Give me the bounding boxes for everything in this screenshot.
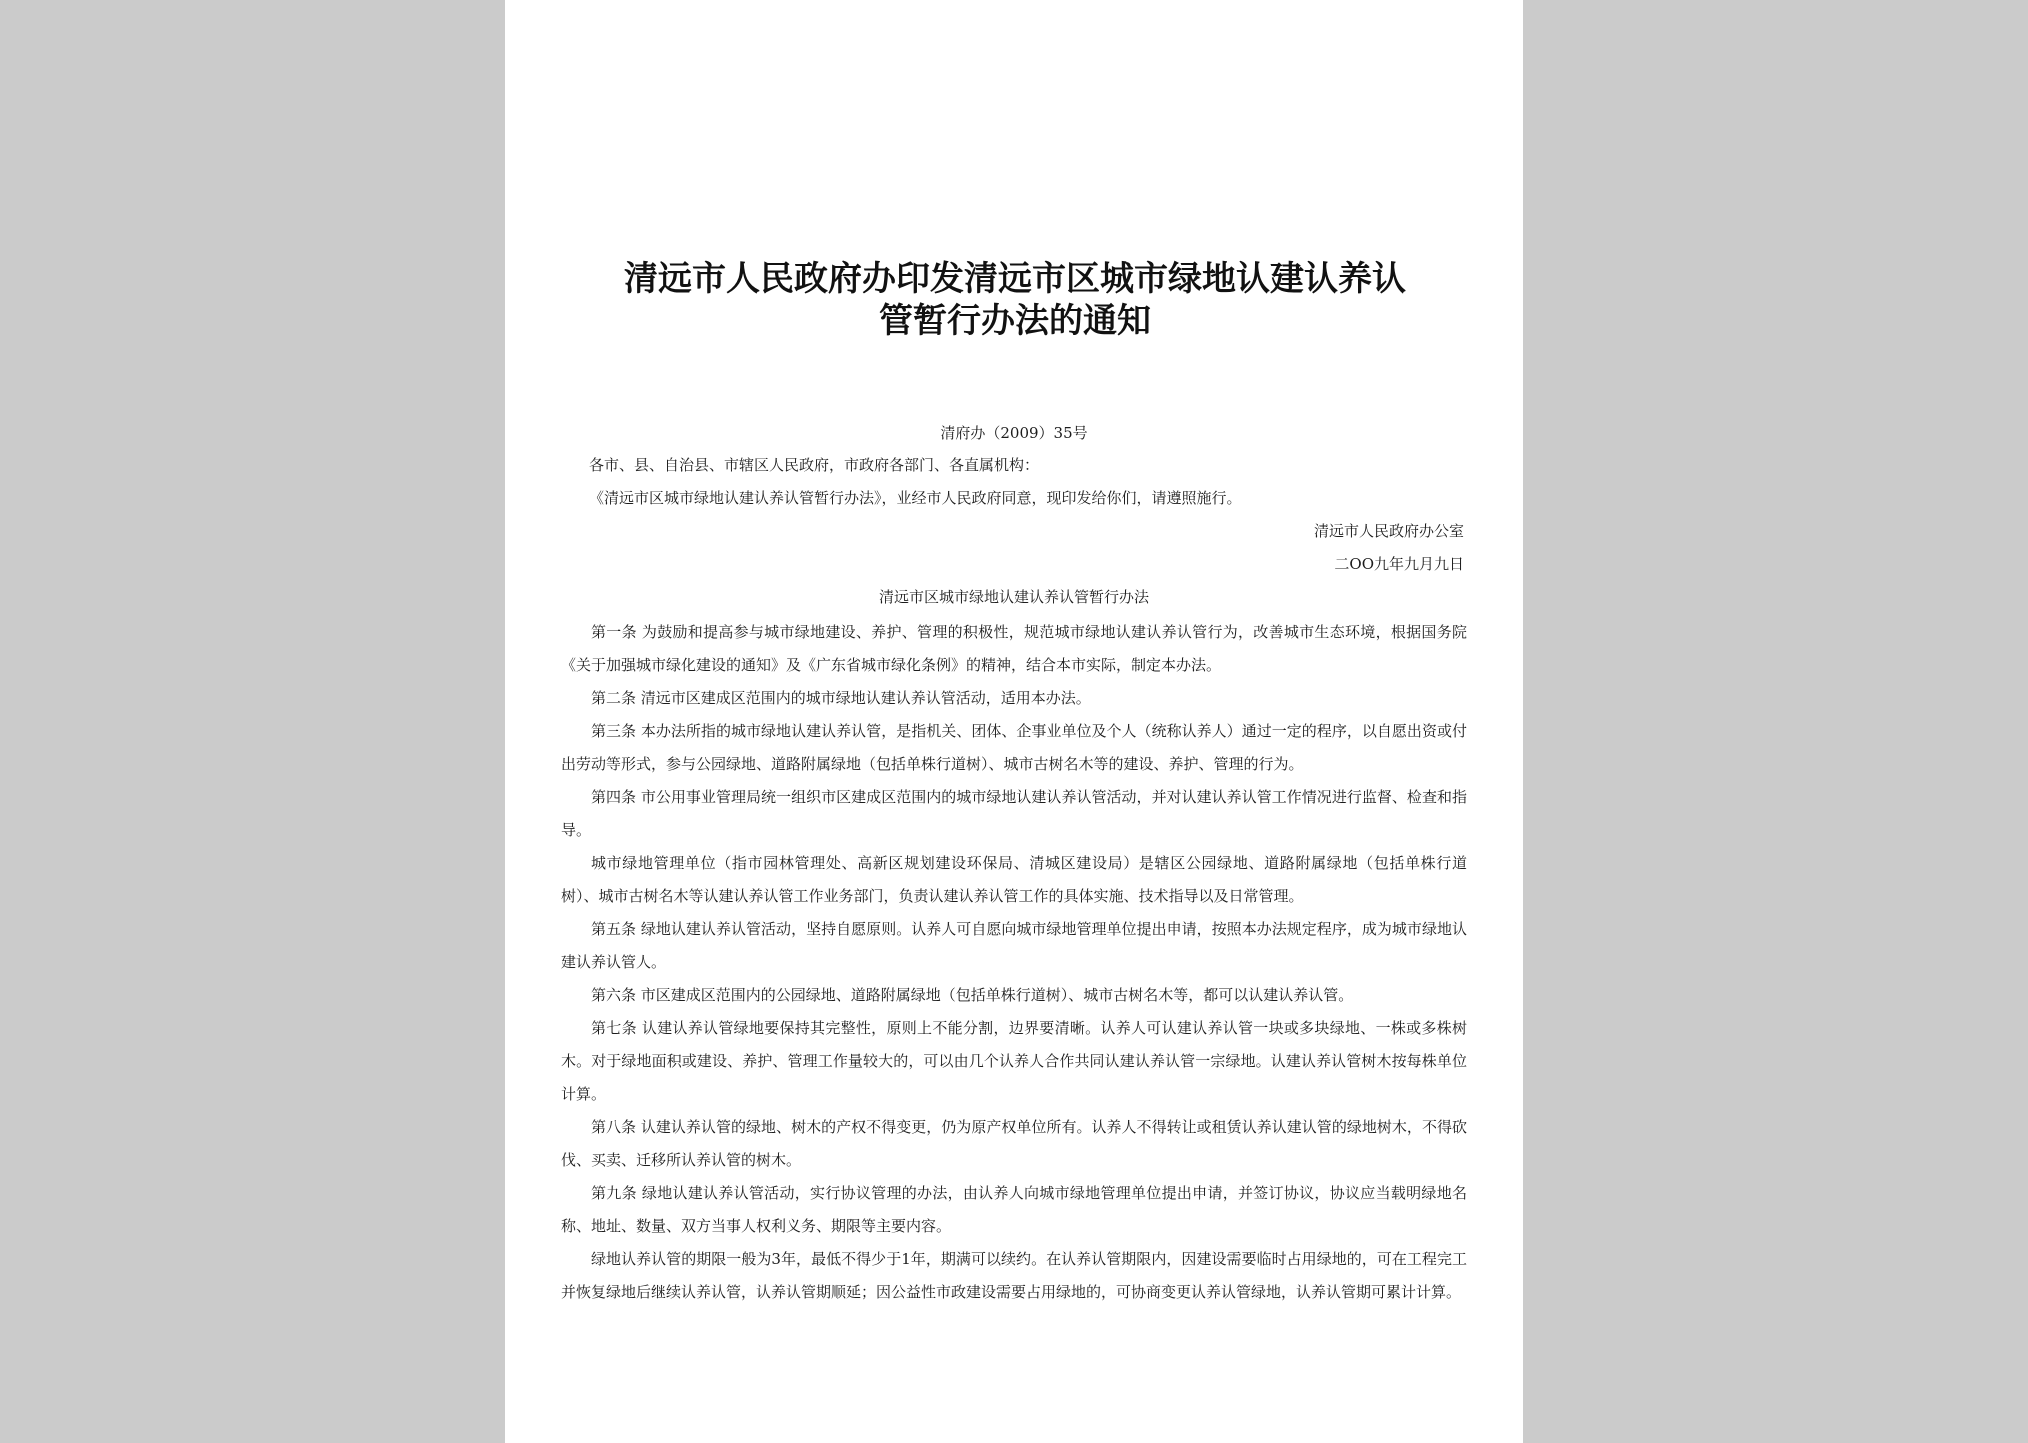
regulation-body [561, 616, 1467, 1309]
title-line-2: 管暂行办法的通知 [879, 301, 1151, 341]
article-4: 第四条 市公用事业管理局统一组织市区建成区范围内的城市绿地认建认养认管活动，并对认建认养认管工作情况进行监督、检查和指导。 [561, 788, 1467, 839]
salutation: 各市、县、自治县、市辖区人民政府，市政府各部门、各直属机构： [589, 456, 1040, 474]
document-title [565, 258, 1465, 342]
regulation-subtitle: 清远市区城市绿地认建认养认管暂行办法 [878, 588, 1149, 606]
article-2: 第二条 清远市区建成区范围内的城市绿地认建认养认管活动，适用本办法。 [591, 689, 1091, 707]
article-9-paragraph-2: 绿地认养认管的期限一般为3年，最低不得少于1年，期满可以续约。在认养认管期限内，因建设需要临时占用绿地的，可在工程完工并恢复绿地后继续认养认管，认养认管期顺延；因公益性市政建设需要占用绿地的，可协商变更认养认管绿地，认养认管期可累计计算。 [561, 1250, 1467, 1301]
article-4-paragraph-2: 城市绿地管理单位（指市园林管理处、高新区规划建设环保局、清城区建设局）是辖区公园绿地、道路附属绿地（包括单株行道树）、城市古树名木等认建认养认管工作业务部门，负责认建认养认管工作的具体实施、技术指导以及日常管理。 [561, 854, 1467, 905]
article-7: 第七条 认建认养认管绿地要保持其完整性，原则上不能分割，边界要清晰。认养人可认建认养认管一块或多块绿地、一株或多株树木。对于绿地面积或建设、养护、管理工作量较大的，可以由几个认养人合作共同认建认养认管一宗绿地。认建认养认管树木按每株单位计算。 [561, 1019, 1467, 1103]
article-1: 第一条 为鼓励和提高参与城市绿地建设、养护、管理的积极性，规范城市绿地认建认养认管行为，改善城市生态环境，根据国务院《关于加强城市绿化建设的通知》及《广东省城市绿化条例》的精神，结合本市实际，制定本办法。 [561, 623, 1467, 674]
title-line-1: 清远市人民政府办印发清远市区城市绿地认建认养认 [624, 259, 1406, 299]
article-8: 第八条 认建认养认管的绿地、树木的产权不得变更，仍为原产权单位所有。认养人不得转让或租赁认养认建认管的绿地树木，不得砍伐、买卖、迁移所认养认管的树木。 [561, 1118, 1467, 1169]
article-5: 第五条 绿地认建认养认管活动，坚持自愿原则。认养人可自愿向城市绿地管理单位提出申请，按照本办法规定程序，成为城市绿地认建认养认管人。 [561, 920, 1467, 971]
intro-text: 《清远市区城市绿地认建认养认管暂行办法》，业经市人民政府同意，现印发给你们，请遵照施行。 [589, 489, 1242, 507]
issue-date: 二OO九年九月九日 [1334, 555, 1464, 573]
article-3: 第三条 本办法所指的城市绿地认建认养认管，是指机关、团体、企事业单位及个人（统称认养人）通过一定的程序，以自愿出资或付出劳动等形式，参与公园绿地、道路附属绿地（包括单株行道树）、城市古树名木等的建设、养护、管理的行为。 [561, 722, 1467, 773]
issuer: 清远市人民政府办公室 [1313, 522, 1464, 540]
document-number: 清府办（2009）35号 [940, 424, 1088, 442]
article-9: 第九条 绿地认建认养认管活动，实行协议管理的办法，由认养人向城市绿地管理单位提出申请，并签订协议，协议应当载明绿地名称、地址、数量、双方当事人权利义务、期限等主要内容。 [561, 1184, 1467, 1235]
article-6: 第六条 市区建成区范围内的公园绿地、道路附属绿地（包括单株行道树）、城市古树名木等，都可以认建认养认管。 [591, 986, 1354, 1004]
document-page [505, 0, 1523, 1443]
